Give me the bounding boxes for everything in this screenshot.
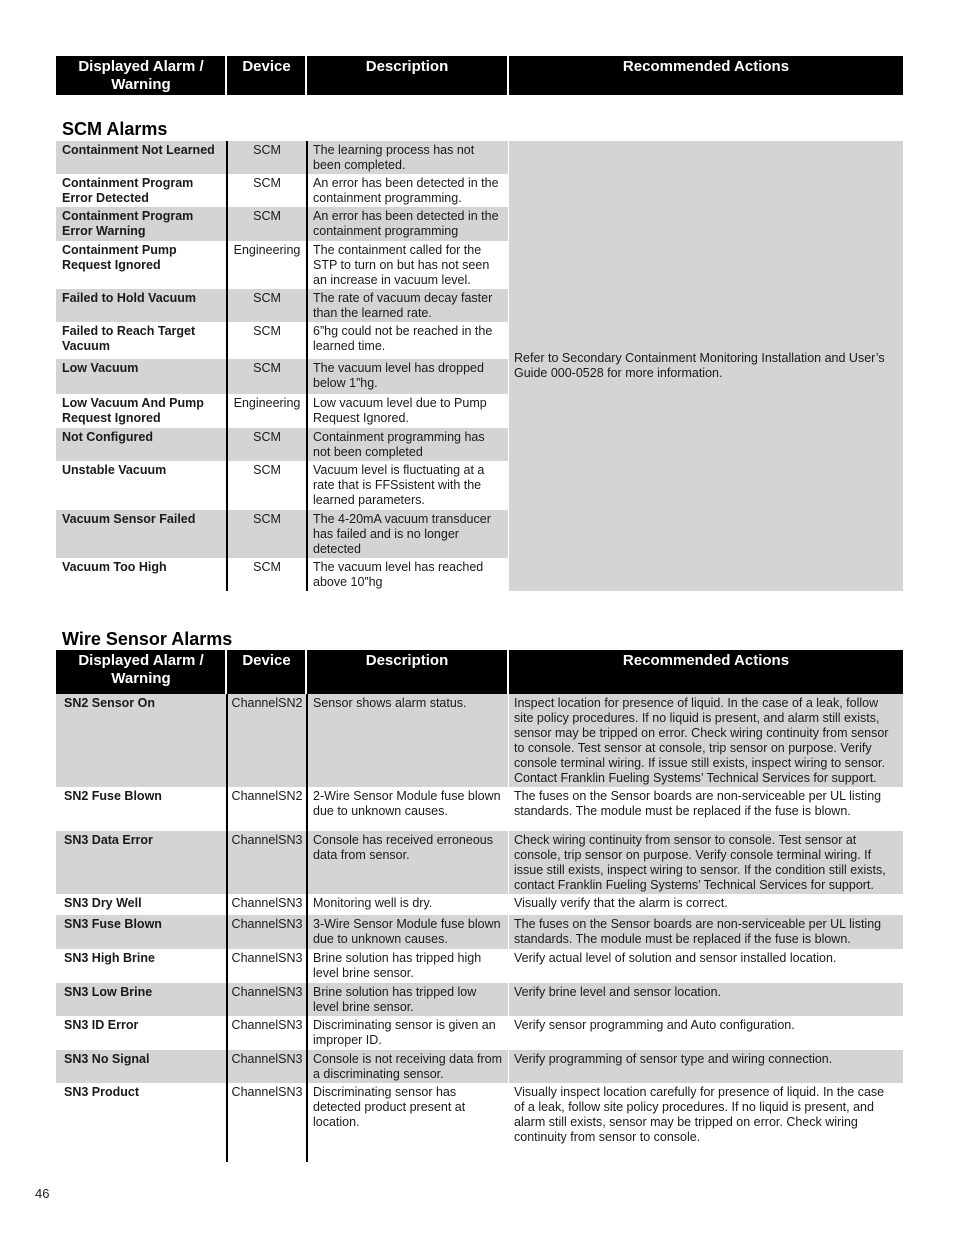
description: Containment programming has not been completed — [306, 428, 508, 461]
description: Monitoring well is dry. — [306, 894, 508, 915]
header-actions: Recommended Actions — [622, 652, 790, 669]
device: SCM — [226, 428, 306, 461]
alarm-name: Low Vacuum And Pump Request Ignored — [62, 396, 204, 425]
description: An error has been detected in the containment programming. — [306, 174, 508, 207]
description: Sensor shows alarm status. — [306, 694, 508, 787]
device: SCM — [226, 322, 306, 359]
alarm-name: SN3 Low Brine — [56, 983, 226, 1016]
table-row — [56, 787, 903, 831]
alarm-name: SN2 Fuse Blown — [64, 789, 162, 803]
scm-table — [56, 141, 903, 591]
table-row — [56, 1083, 903, 1162]
device: ChannelSN2 — [226, 694, 306, 787]
device: SCM — [226, 461, 306, 510]
alarm-name: Vacuum Sensor Failed — [56, 510, 226, 558]
description: Brine solution has tripped low level brine sensor. — [306, 983, 508, 1016]
recommended-action: Check wiring continuity from sensor to console. Test sensor at console, trip sensor on purpose. Verify console terminal wiring. If issue still exists, inspect wiring to sensor. If the condition still exists, contact Franklin Fueling Systems’ Technical Services for support. — [508, 831, 903, 894]
table-row — [56, 983, 903, 1016]
description: The rate of vacuum decay faster than the learned rate. — [306, 289, 508, 322]
table-row — [56, 831, 903, 894]
table-row — [56, 949, 903, 983]
header-device: Device — [242, 652, 291, 669]
description: Vacuum level is fluctuating at a rate that is FFSsistent with the learned parameters. — [306, 461, 508, 510]
device: ChannelSN3 — [226, 1016, 306, 1050]
device: ChannelSN3 — [226, 1050, 306, 1083]
header-actions: Recommended Actions — [622, 58, 790, 75]
table-row — [56, 694, 903, 787]
alarm-name: SN3 Dry Well — [64, 896, 142, 910]
wire-column-header — [56, 650, 903, 694]
description: The 4-20mA vacuum transducer has failed and is no longer detected — [306, 510, 508, 558]
table-row — [56, 915, 903, 949]
scm-section-title: SCM Alarms — [62, 119, 168, 139]
alarm-name: SN3 Product — [64, 1085, 140, 1099]
wire-table — [56, 694, 903, 1162]
alarm-name: SN3 High Brine — [64, 951, 155, 965]
header-description: Description — [365, 652, 449, 669]
alarm-name: SN3 ID Error — [64, 1018, 139, 1032]
device: SCM — [226, 558, 306, 591]
description: The vacuum level has reached above 10”hg — [306, 558, 508, 591]
description: The containment called for the STP to turn on but has not seen an increase in vacuum level. — [306, 241, 508, 289]
device: ChannelSN2 — [226, 787, 306, 831]
device: SCM — [226, 207, 306, 241]
alarm-name: Not Configured — [56, 428, 226, 461]
description: Brine solution has tripped high level brine sensor. — [306, 949, 508, 983]
alarm-name: SN3 Data Error — [56, 831, 226, 894]
recommended-action: Verify actual level of solution and sensor installed location. — [508, 949, 903, 983]
alarm-name: SN2 Sensor On — [56, 694, 226, 787]
device: ChannelSN3 — [226, 983, 306, 1016]
description: 2-Wire Sensor Module fuse blown due to unknown causes. — [306, 787, 508, 831]
device: ChannelSN3 — [226, 831, 306, 894]
device: ChannelSN3 — [226, 915, 306, 949]
device: ChannelSN3 — [226, 949, 306, 983]
header-description: Description — [365, 58, 449, 75]
description: Discriminating sensor has detected product present at location. — [306, 1083, 508, 1162]
scm-recommended-actions — [508, 141, 903, 591]
description: The learning process has not been completed. — [306, 141, 508, 174]
page-number: 46 — [35, 1186, 50, 1201]
table-row — [56, 1050, 903, 1083]
alarm-name: Containment Program Error Warning — [56, 207, 226, 241]
alarm-name: Failed to Reach Target Vacuum — [62, 324, 196, 353]
recommended-action: The fuses on the Sensor boards are non-serviceable per UL listing standards. The module must be replaced if the fuse is blown. — [508, 915, 903, 949]
recommended-action: The fuses on the Sensor boards are non-serviceable per UL listing standards. The module must be replaced if the fuse is blown. — [508, 787, 903, 831]
alarm-name: Low Vacuum — [56, 359, 226, 394]
header-alarm: Displayed Alarm / Warning — [78, 58, 204, 93]
alarm-name: Containment Program Error Detected — [62, 176, 194, 205]
device: SCM — [226, 141, 306, 174]
alarm-name: SN3 Fuse Blown — [56, 915, 226, 949]
description: 6”hg could not be reached in the learned time. — [306, 322, 508, 359]
description: Low vacuum level due to Pump Request Ignored. — [306, 394, 508, 428]
wire-section-title: Wire Sensor Alarms — [62, 629, 233, 649]
device: ChannelSN3 — [226, 1083, 306, 1162]
device: SCM — [226, 174, 306, 207]
device: SCM — [226, 359, 306, 394]
recommended-action: Verify brine level and sensor location. — [508, 983, 903, 1016]
description: Console is not receiving data from a discriminating sensor. — [306, 1050, 508, 1083]
device: ChannelSN3 — [226, 894, 306, 915]
alarm-name: Containment Not Learned — [56, 141, 226, 174]
device: SCM — [226, 510, 306, 558]
table-row — [56, 1016, 903, 1050]
description: 3-Wire Sensor Module fuse blown due to unknown causes. — [306, 915, 508, 949]
description: Console has received erroneous data from sensor. — [306, 831, 508, 894]
alarm-name: Failed to Hold Vacuum — [56, 289, 226, 322]
header-device: Device — [242, 58, 291, 75]
device: Engineering — [226, 394, 306, 428]
scm-recommended-text: Refer to Secondary Containment Monitoring Installation and User’s Guide 000-0528 for more information. — [514, 351, 885, 380]
recommended-action: Inspect location for presence of liquid. In the case of a leak, follow site policy procedures. If no liquid is present, and alarm still exists, sensor may be tripped on error. Check wiring continuity from sensor to console. Test sensor at console, trip sensor on purpose. Verify console terminal wiring. If issue still exists, inspect wiring to sensor. Contact Franklin Fueling Systems’ Technical Services for support. — [508, 694, 903, 787]
recommended-action: Visually verify that the alarm is correct. — [508, 894, 903, 915]
device: Engineering — [226, 241, 306, 289]
description: An error has been detected in the containment programming — [306, 207, 508, 241]
recommended-action: Verify programming of sensor type and wiring connection. — [508, 1050, 903, 1083]
alarm-name: Unstable Vacuum — [62, 463, 167, 477]
description: Discriminating sensor is given an improper ID. — [306, 1016, 508, 1050]
recommended-action: Verify sensor programming and Auto configuration. — [508, 1016, 903, 1050]
recommended-action: Visually inspect location carefully for presence of liquid. In the case of a leak, follow site policy procedures. If no liquid is present, and alarm still exists, sensor may be tripped on error. Check wiring continuity from sensor to console. — [508, 1083, 903, 1162]
alarm-name: Containment Pump Request Ignored — [62, 243, 177, 272]
table-row — [56, 894, 903, 915]
top-column-header — [56, 56, 903, 95]
alarm-name: Vacuum Too High — [62, 560, 167, 574]
device: SCM — [226, 289, 306, 322]
header-alarm: Displayed Alarm / Warning — [78, 652, 204, 687]
description: The vacuum level has dropped below 1”hg. — [306, 359, 508, 394]
alarm-name: SN3 No Signal — [56, 1050, 226, 1083]
